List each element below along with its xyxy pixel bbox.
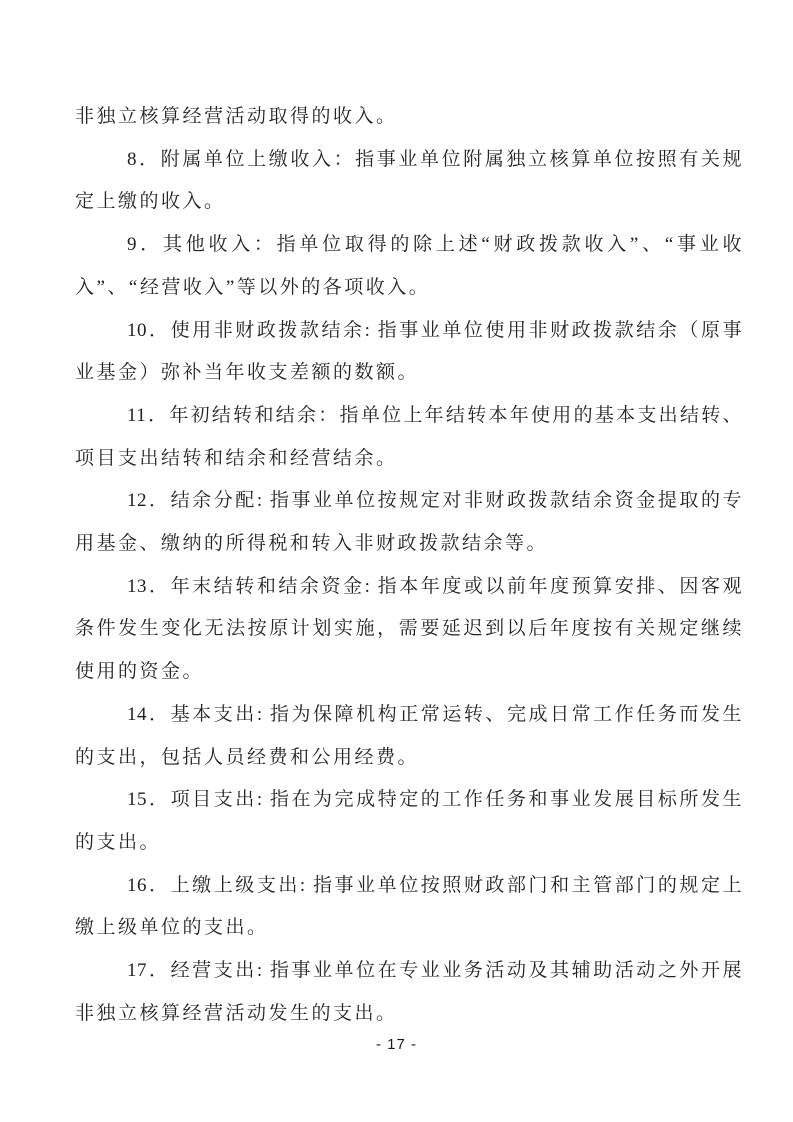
text-line: 11．年初结转和结余：指单位上年结转本年使用的基本支出结转、 — [127, 404, 742, 426]
text-line: 条件发生变化无法按原计划实施，需要延迟到以后年度按有关规定继续 — [75, 618, 742, 640]
page-number: - 17 - — [375, 1036, 417, 1053]
text-line: 项目支出结转和结余和经营结余。 — [75, 447, 398, 469]
text-line: 用基金、缴纳的所得税和转入非财政拨款结余等。 — [75, 533, 549, 555]
text-line: 缴上级单位的支出。 — [75, 917, 269, 939]
text-line: 16．上缴上级支出: 指事业单位按照财政部门和主管部门的规定上 — [127, 874, 742, 896]
text-line: 使用的资金。 — [75, 661, 205, 683]
text-line: 15．项目支出: 指在为完成特定的工作任务和事业发展目标所发生 — [127, 789, 742, 811]
text-line: 9．其他收入：指单位取得的除上述“财政拨款收入”、“事业收 — [127, 234, 742, 256]
text-line: 8．附属单位上缴收入：指事业单位附属独立核算单位按照有关规 — [127, 148, 742, 170]
text-line: 的支出。 — [75, 831, 162, 853]
text-line: 定上缴的收入。 — [75, 191, 226, 213]
text-line: 13．年末结转和结余资金: 指本年度或以前年度预算安排、因客观 — [127, 575, 742, 597]
text-line: 入”、“经营收入”等以外的各项收入。 — [75, 276, 431, 298]
text-line: 14．基本支出: 指为保障机构正常运转、完成日常工作任务而发生 — [127, 703, 742, 725]
text-line: 的支出，包括人员经费和公用经费。 — [75, 746, 420, 768]
text-line: 17．经营支出: 指事业单位在专业业务活动及其辅助活动之外开展 — [127, 960, 742, 982]
text-line: 非独立核算经营活动取得的收入。 — [75, 106, 398, 127]
text-line: 10．使用非财政拨款结余: 指事业单位使用非财政拨款结余（原事 — [127, 319, 742, 341]
text-line: 12．结余分配: 指事业单位按规定对非财政拨款结余资金提取的专 — [127, 490, 742, 512]
document-body — [75, 96, 742, 1035]
text-line: 非独立核算经营活动发生的支出。 — [75, 1002, 398, 1024]
page-footer — [0, 1036, 793, 1054]
text-line: 业基金）弥补当年收支差额的数额。 — [75, 362, 420, 384]
